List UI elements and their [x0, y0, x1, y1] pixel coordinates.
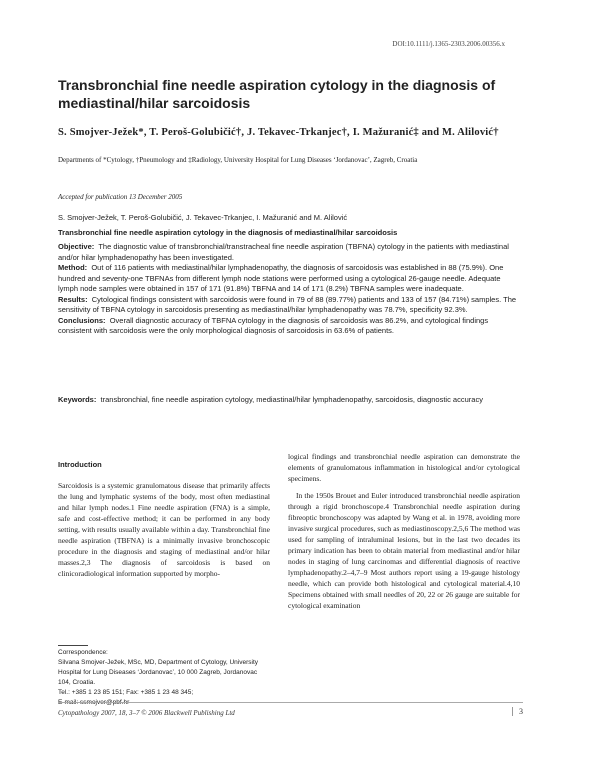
- article-title: Transbronchial fine needle aspiration cytology in the diagnosis of mediastinal/hilar sarcoidosis: [58, 77, 496, 111]
- footer-divider: [58, 702, 523, 703]
- right-paragraph-2: In the 1950s Brouet and Euler introduced transbronchial needle aspiration through a rigid bronchoscope.4 Transbronchial needle aspiration during fibreoptic bronchoscopy was adapted by Wang et al. in 1978, avoiding more invasive surgical procedures, such as mediastinoscopy.2,5,6 The method was used for sampling of intraluminal lesions, but in the last two decades its primary indication has been to obtain material from mediastinal and/or hilar nodes in staging of lung carcinomas and differential diagnosis of reactive lymphadenopathy.2–4,7–9 Most authors report using a 19-gauge histology needle, which can provide both histological and cytological material.4,10 Specimens obtained with small needles of 20, 22 or 26 gauge are suitable for cytological examination: [288, 491, 520, 610]
- correspondence: [58, 648, 270, 708]
- abstract: [58, 242, 518, 337]
- journal-footer: Cytopathology 2007, 18, 3–7 © 2006 Blackwell Publishing Ltd: [58, 709, 235, 717]
- doi: DOI:10.1111/j.1365-2303.2006.00356.x: [392, 40, 505, 48]
- objective-label: Objective:: [58, 242, 95, 251]
- abstract-conclusions: [58, 316, 518, 337]
- affiliation: Departments of *Cytology, †Pneumology and ‡Radiology, University Hospital for Lung Diseases ‘Jordanovac’, Zagreb, Croatia: [58, 156, 418, 164]
- correspondence-email: E-mail: ssmojver@pbf.hr: [58, 699, 130, 706]
- abstract-method: [58, 263, 518, 295]
- abstract-authors: S. Smojver-Ježek, T. Peroš-Golubičić, J. Tekavec-Trkanjec, I. Mažuranić and M. Alilović: [58, 213, 348, 222]
- objective-text: The diagnostic value of transbronchial/transtracheal fine needle aspiration (TBFNA) cytology in the patients with mediastinal and/or hilar lymphadenopathy has been investigated.: [58, 242, 509, 262]
- correspondence-phone: Tel.: +385 1 23 85 151; Fax: +385 1 23 48 345;: [58, 689, 194, 696]
- conclusions-label: Conclusions:: [58, 315, 106, 325]
- right-paragraph-1: logical findings and transbronchial needle aspiration can demonstrate the elements of granulomatous inflammation in histological and/or cytological specimens.: [288, 452, 520, 483]
- accepted-date: Accepted for publication 13 December 2005: [58, 193, 183, 201]
- keywords-label: Keywords:: [58, 395, 97, 404]
- correspondence-label: Correspondence:: [58, 649, 108, 656]
- correspondence-address: Silvana Smojver-Ježek, MSc, MD, Department of Cytology, University Hospital for Lung Diseases ‘Jordanovac’, 10 000 Zagreb, Jordanovac 104, Croatia.: [58, 659, 258, 686]
- method-label: Method:: [58, 263, 88, 272]
- abstract-results: [58, 295, 518, 316]
- results-label: Results:: [58, 294, 88, 304]
- right-column: [288, 451, 520, 611]
- abstract-objective: [58, 242, 518, 263]
- author-list: S. Smojver-Ježek*, T. Peroš-Golubičić†, J. Tekavec-Trkanjec†, I. Mažuranić‡ and M. Alilović†: [58, 127, 499, 138]
- page-number: 3: [512, 707, 523, 716]
- intro-paragraph: Sarcoidosis is a systemic granulomatous disease that primarily affects the lung and lymphatic systems of the body, most often mediastinal and hilar lymph nodes.1 Fine needle aspiration (FNA) is a simple, safe and cost-effective method; it can be performed in any body setting, with results usually available within a day. Transbronchial fine needle aspiration (TBFNA) is a minimally invasive bronchoscopic procedure in the diagnosis and staging of mediastinal and/or hilar masses.2,3 The diagnosis of sarcoidosis is based on clinicoradiological information supported by morpho-: [58, 481, 270, 578]
- results-text: Cytological findings consistent with sarcoidosis were found in 79 of 88 (89.77%) patients and 133 of 157 (84.71%) samples. The sensitivity of TBFNA cytology in sarcoidosis presenting as mediastinal/hilar lymphadenopathy was 78.7%, specificity 92.3%.: [58, 294, 517, 314]
- method-text: Out of 116 patients with mediastinal/hilar lymphadenopathy, the diagnosis of sarcoidosis was established in 88 (75.9%). One hundred and seventy-one TBFNAs from different lymph node stations were performed using a cytological 26-gauge needle. Adequate lymph node samples were obtained in 157 of 171 (91.8%) TBFNA and 14 of 171 (8.2%) TBFNA samples were inadequate.: [58, 263, 504, 293]
- keywords: [58, 394, 518, 406]
- keywords-text: transbronchial, fine needle aspiration cytology, mediastinal/hilar lymphadenopathy, sarcoidosis, diagnostic accuracy: [100, 395, 483, 404]
- correspondence-divider: [58, 645, 88, 646]
- conclusions-text: Overall diagnostic accuracy of TBFNA cytology in the diagnosis of sarcoidosis was 86.2%, and cytological findings consistent with sarcoidosis were the only morphological diagnosis of sarcoidosis in 63.6% of patients.: [58, 315, 489, 335]
- introduction-heading: Introduction: [58, 460, 102, 469]
- left-column: [58, 460, 270, 579]
- abstract-title: Transbronchial fine needle aspiration cytology in the diagnosis of mediastinal/hilar sarcoidosis: [58, 228, 398, 237]
